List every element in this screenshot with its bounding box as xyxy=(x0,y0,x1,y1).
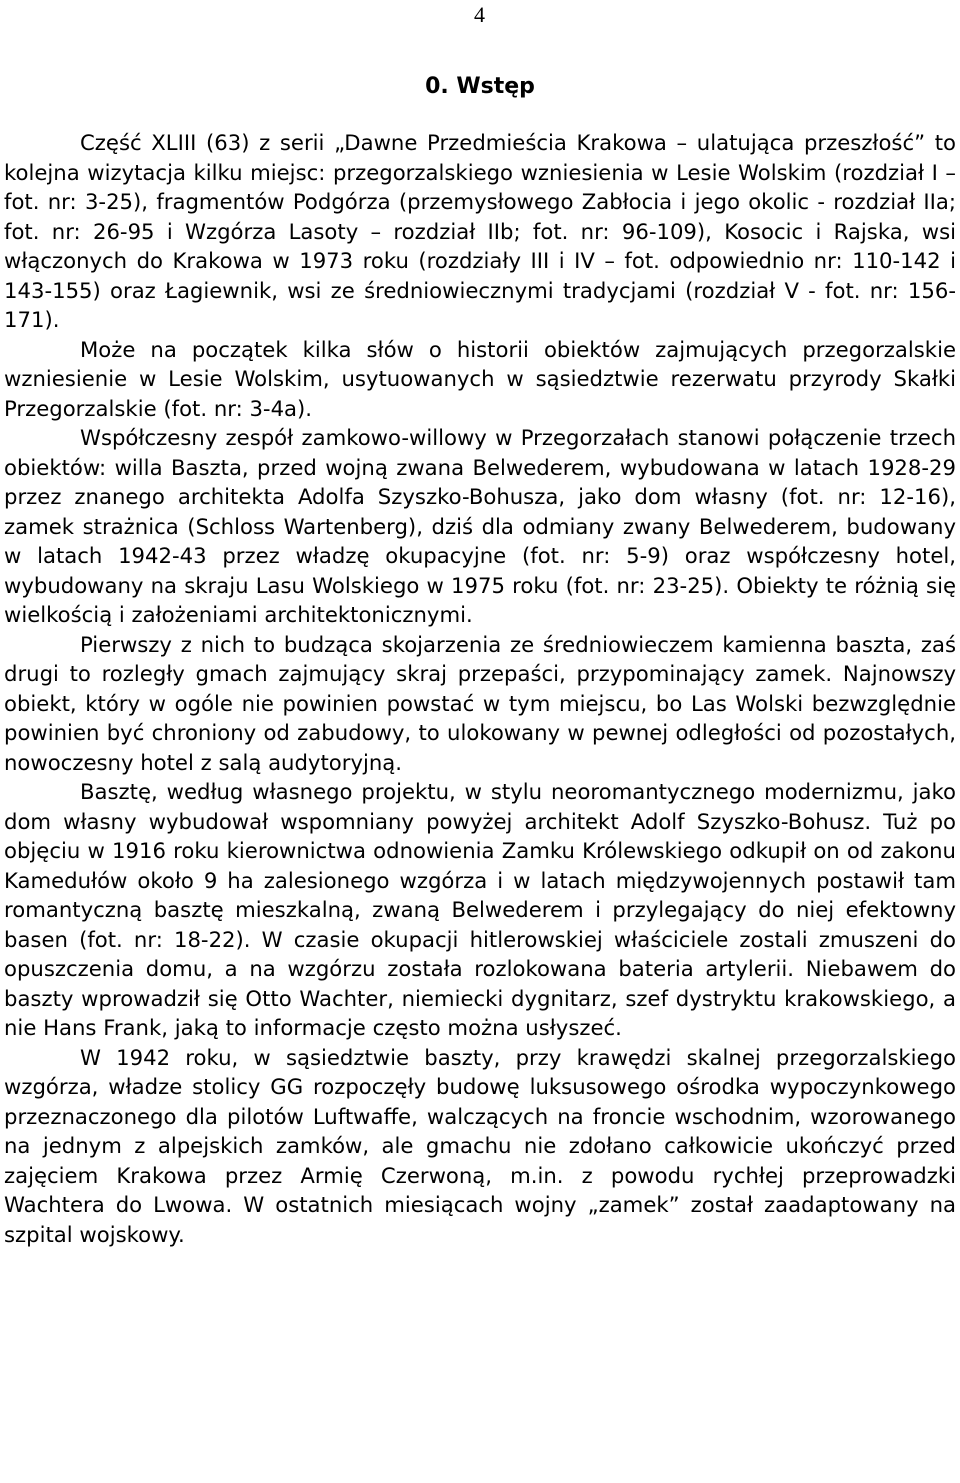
paragraph-history-intro: Może na początek kilka słów o historii obiektów zajmujących przegorzalskie wzniesienie w Lesie Wolskim, usytuowanych w sąsiedztwie rezerwatu przyrody Skałki Przegorzalskie (fot. nr: 3-4a). xyxy=(4,336,956,421)
section-heading: 0. Wstęp xyxy=(425,74,535,99)
paragraph-baszta-history: Basztę, według własnego projektu, w stylu neoromantycznego modernizmu, jako dom własny wybudował wspomniany powyżej architekt Adolf Szyszko-Bohusz. Tuż po objęciu w 1916 roku kierownictwa odnowienia Zamku Królewskiego odkupił on od zakonu Kamedułów około 9 ha zalesionego wzgórza i w latach międzywojennych postawił tam romantyczną basztę mieszkalną, zwaną Belwederem i przylegający do niej efektowny basen (fot. nr: 18-22). W czasie okupacji hitlerowskiej właściciele zostali zmuszeni do opuszczenia domu, a na wzgórzu została rozlokowana bateria artylerii. Niebawem do baszty wprowadził się Otto Wachter, niemiecki dygnitarz, szef dystryktu krakowskiego, a nie Hans Frank, jaką to informacje często można usłyszeć. xyxy=(4,779,956,1040)
page-number: 4 xyxy=(474,2,485,27)
paragraph-intro: Część XLIII (63) z serii „Dawne Przedmieścia Krakowa – ulatująca przeszłość” to kolejna wizytacja kilku miejsc: przegorzalskiego wzniesienia w Lesie Wolskim (rozdział I – fot. nr: 3-25), fragmentów Podgórza (przemysłowego Zabłocia i jego okolic - rozdział IIa; fot. nr: 26-95 i Wzgórza Lasoty – rozdział IIb; fot. nr: 96-109), Kosocic i Rajska, wsi włączonych do Krakowa w 1973 roku (rozdziały III i IV – fot. odpowiednio nr: 110-142 i 143-155) oraz Łagiewnik, wsi ze średniowiecznymi tradycjami (rozdział V - fot. nr: 156-171). xyxy=(4,130,956,332)
body-text xyxy=(4,128,956,1249)
paragraph-buildings-comparison: Pierwszy z nich to budząca skojarzenia ze średniowieczem kamienna baszta, zaś drugi to rozległy gmach zajmujący skraj przepaści, przypominający zamek. Najnowszy obiekt, który w ogóle nie powinien powstać w tym miejscu, bo Las Wolski bezwzględnie powinien być chroniony od zabudowy, to ulokowany w pewnej odległości od pozostałych, nowoczesny hotel z salą audytoryjną. xyxy=(4,631,956,775)
paragraph-castle-complex: Współczesny zespół zamkowo-willowy w Przegorzałach stanowi połączenie trzech obiektów: willa Baszta, przed wojną zwana Belwederem, wybudowana w latach 1928-29 przez znanego architekta Adolfa Szyszko-Bohusza, jako dom własny (fot. nr: 12-16), zamek strażnica (Schloss Wartenberg), dziś dla odmiany zwany Belwederem, budowany w latach 1942-43 przez władzę okupacyjne (fot. nr: 5-9) oraz współczesny hotel, wybudowany na skraju Lasu Wolskiego w 1975 roku (fot. nr: 23-25). Obiekty te różnią się wielkością i założeniami architektonicznymi. xyxy=(4,425,956,627)
paragraph-1942-construction: W 1942 roku, w sąsiedztwie baszty, przy krawędzi skalnej przegorzalskiego wzgórza, władze stolicy GG rozpoczęły budowę luksusowego ośrodka wypoczynkowego przeznaczonego dla pilotów Luftwaffe, walczących na froncie wschodnim, wzorowanego na jednym z alpejskich zamków, ale gmachu nie zdołano całkowicie ukończyć przed zajęciem Krakowa przez Armię Czerwoną, m.in. z powodu rychłej przeprowadzki Wachtera do Lwowa. W ostatnich miesiącach wojny „zamek” został zaadaptowany na szpital wojskowy. xyxy=(4,1044,956,1247)
